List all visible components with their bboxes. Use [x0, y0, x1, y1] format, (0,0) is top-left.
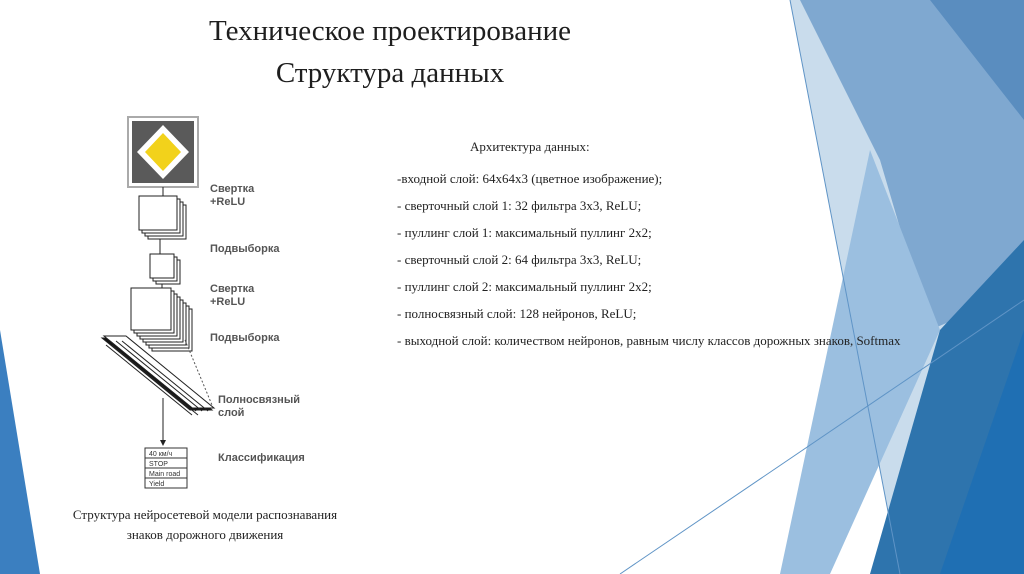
class-item: Main road: [149, 471, 181, 478]
label-conv2: Свертка: [210, 283, 255, 295]
architecture-item: - полносвязный слой: 128 нейронов, ReLU;: [397, 306, 637, 321]
conv2-feature-maps: [131, 288, 192, 351]
class-item: 40 км/ч: [149, 451, 173, 458]
arrow-head-output: [160, 440, 166, 446]
label-fc-2: слой: [218, 407, 245, 419]
architecture-item: - сверточный слой 2: 64 фильтра 3x3, ReLU;: [397, 252, 642, 267]
label-conv1-relu: +ReLU: [210, 196, 246, 208]
cnn-diagram: [0, 0, 400, 500]
conv1-feature-maps: [139, 196, 186, 239]
architecture-item: - выходной слой: количеством нейронов, равным числу классов дорожных знаков, Softmax: [397, 333, 901, 348]
label-classification: Классификация: [218, 452, 305, 464]
caption-line-1: Структура нейросетевой модели распознавания: [72, 507, 338, 522]
class-item: STOP: [149, 461, 168, 468]
caption-line-2: знаков дорожного движения: [126, 527, 284, 542]
architecture-item: -входной слой: 64x64x3 (цветное изображение);: [397, 171, 663, 186]
title-line-1: Техническое проектирование: [208, 15, 572, 47]
pool1-feature-maps: [150, 254, 180, 284]
title-line-2: Структура данных: [275, 57, 505, 89]
diagram-caption: [40, 505, 370, 545]
label-pool1: Подвыборка: [210, 243, 280, 255]
architecture-heading: Архитектура данных:: [470, 139, 590, 154]
class-item: Yield: [149, 481, 165, 488]
architecture-item: - сверточный слой 1: 32 фильтра 3x3, ReLU;: [397, 198, 642, 213]
architecture-list: [397, 165, 901, 354]
architecture-item: - пуллинг слой 2: максимальный пуллинг 2x2;: [397, 279, 652, 294]
label-fc: Полносвязный: [218, 394, 300, 406]
label-conv1: Свертка: [210, 183, 255, 195]
label-conv2-relu: +ReLU: [210, 296, 246, 308]
label-pool2: Подвыборка: [210, 332, 280, 344]
architecture-item: - пуллинг слой 1: максимальный пуллинг 2x2;: [397, 225, 652, 240]
